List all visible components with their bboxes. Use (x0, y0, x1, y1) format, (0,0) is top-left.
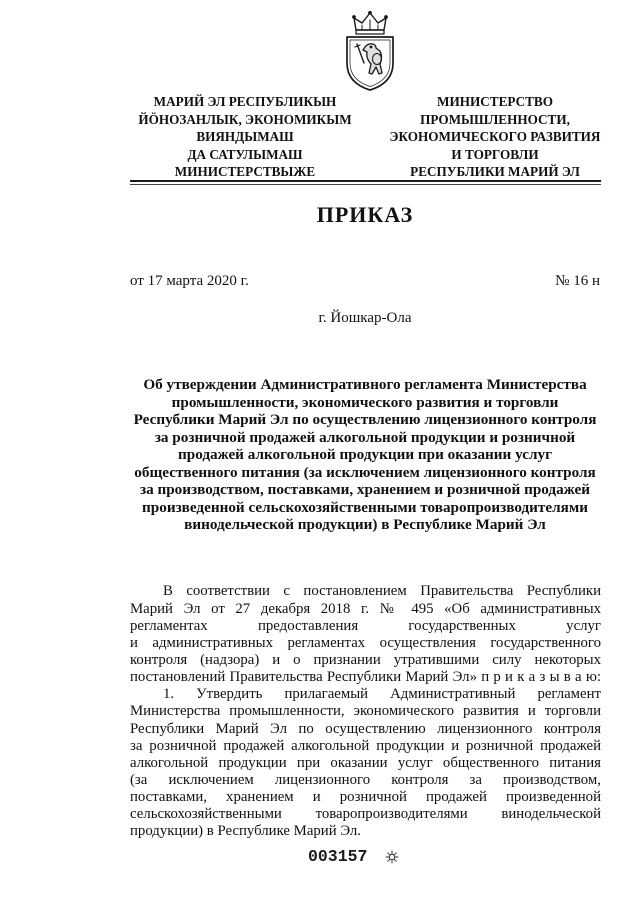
title-line: Об утверждении Административного регламента Министерства (143, 376, 587, 393)
crown-icon (353, 11, 388, 34)
header-right-line: РЕСПУБЛИКИ МАРИЙ ЭЛ (410, 164, 580, 179)
body-line: поставками, хранением и розничной продажей произведенной (130, 789, 601, 806)
body-line: В соответствии с постановлением Правительства Республики (163, 583, 601, 600)
document-body (130, 583, 601, 840)
body-line: Республики Марий Эл по осуществлению лицензионного контроля (130, 720, 601, 737)
body-line: регламентах предоставления государственных услуг (130, 617, 601, 634)
title-line: произведенной сельскохозяйственными товаропроизводителями (142, 498, 588, 516)
header-left-line: ДА САТУЛЫМАШ (187, 146, 303, 162)
header-left-line: МАРИЙ ЭЛ РЕСПУБЛИКЫН (153, 94, 337, 109)
header-left-line: ЙӦНОЗАНЛЫК, ЭКОНОМИКЫМ (138, 111, 352, 127)
document-type-heading: ПРИКАЗ (316, 202, 414, 227)
mari-el-coat-of-arms-icon (341, 11, 399, 93)
header-left-line: МИНИСТЕРСТВЫЖЕ (174, 164, 316, 179)
title-line: за розничной продажей алкогольной продукции и розничной (154, 428, 576, 446)
header-right-line: МИНИСТЕРСТВО (437, 94, 553, 109)
document-number: № 16 н (555, 273, 600, 289)
title-line: промышленности, экономического развития и торговли (171, 393, 559, 411)
title-line: винодельческой продукции) в Республике Марий Эл (184, 516, 546, 533)
header-left-line: ВИЯНДЫМАШ (196, 129, 294, 144)
title-line: Республики Марий Эл по осуществлению лицензионного контроля (133, 411, 597, 428)
serial-number: 003157 (308, 847, 368, 866)
header-right-russian (375, 93, 615, 181)
body-line: Министерства промышленности, экономического развития и торговли (130, 703, 601, 720)
header-left-mari (125, 93, 365, 181)
document-title (128, 376, 602, 534)
body-line: сельскохозяйственными товаропроизводителями винодельческой (130, 806, 601, 823)
document-date: от 17 марта 2020 г. (130, 273, 249, 289)
body-line: контроля (надзора) и о признании утратившими силу некоторых (130, 651, 601, 668)
header-divider-thin (130, 184, 601, 185)
body-line: за розничной продажей алкогольной продукции и розничной продажей (130, 737, 601, 754)
body-line: и административных регламентах осуществления государственного (130, 634, 601, 651)
body-line: постановлений Правительства Республики Марий Эл» п р и к а з ы в а ю: (130, 669, 601, 686)
document-city: г. Йошкар-Ола (318, 310, 412, 326)
header-right-line: ЭКОНОМИЧЕСКОГО РАЗВИТИЯ (389, 129, 601, 144)
header-right-line: ПРОМЫШЛЕННОСТИ, (420, 111, 570, 127)
rosette-stamp-icon (385, 850, 399, 864)
header-divider (130, 180, 601, 182)
body-line: алкогольной продукции при оказании услуг общественного питания (130, 754, 601, 771)
header-right-line: И ТОРГОВЛИ (451, 146, 539, 162)
title-line: за производством, поставками, хранением и розничной продажей (139, 481, 591, 498)
body-line: (за исключением лицензионного контроля за производством, (130, 771, 601, 788)
title-line: общественного питания (за исключением лицензионного контроля (134, 463, 596, 481)
title-line: продажей алкогольной продукции при оказании услуг (178, 446, 552, 463)
bear-figure (355, 44, 382, 74)
body-line: 1. Утвердить прилагаемый Административный регламент (163, 686, 601, 703)
body-line: продукции) в Республике Марий Эл. (130, 823, 361, 840)
body-line: Марий Эл от 27 декабря 2018 г. № 495 «Об административных (130, 600, 601, 617)
